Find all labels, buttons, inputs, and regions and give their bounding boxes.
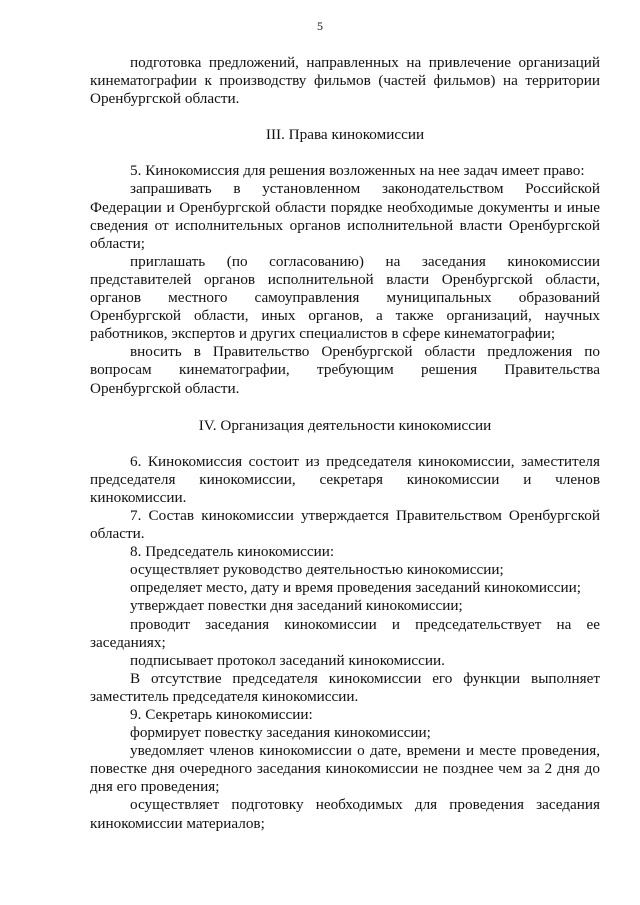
paragraph: определяет место, дату и время проведения заседаний кинокомиссии; xyxy=(130,579,582,597)
paragraph: 5. Кинокомиссия для решения возложенных на нее задач имеет право: xyxy=(130,162,585,180)
paragraph: подписывает протокол заседаний кинокомиссии. xyxy=(130,651,445,669)
paragraph: 7. Состав кинокомиссии утверждается Правительством Оренбургской области. xyxy=(90,506,600,543)
paragraph: проводит заседания кинокомиссии и председательствует на ее заседаниях; xyxy=(90,615,600,651)
page-number: 5 xyxy=(317,19,323,33)
paragraph: утверждает повестки дня заседаний кинокомиссии; xyxy=(130,597,463,615)
paragraph: В отсутствие председателя кинокомиссии его функции выполняет заместитель председателя кинокомиссии. xyxy=(90,669,600,705)
paragraph: 9. Секретарь кинокомиссии: xyxy=(130,706,313,723)
document-body xyxy=(90,54,600,833)
paragraph: формирует повестку заседания кинокомиссии; xyxy=(130,724,431,742)
paragraph: подготовка предложений, направленных на привлечение организаций кинематографии к производству фильмов (частей фильмов) на территории Оренбургской области. xyxy=(90,54,600,108)
paragraph: вносить в Правительство Оренбургской области предложения по вопросам кинематографии, требующим решения Правительства Оренбургской области. xyxy=(90,343,600,397)
paragraph: 6. Кинокомиссия состоит из председателя кинокомиссии, заместителя председателя кинокомиссии, секретаря кинокомиссии и членов кинокомиссии. xyxy=(90,452,600,506)
paragraph: осуществляет руководство деятельностью кинокомиссии; xyxy=(130,561,504,579)
paragraph: осуществляет подготовку необходимых для проведения заседания кинокомиссии материалов; xyxy=(90,796,600,832)
section-heading: IV. Организация деятельности кинокомиссии xyxy=(198,416,492,434)
paragraph: приглашать (по согласованию) на заседания кинокомиссии представителей органов исполнительной власти Оренбургской области, органов местного самоуправления муниципальных образований Оренбургской области, иных органов, а также организаций, научных работников, экспертов и других специалистов в сфере кинематографии; xyxy=(90,252,600,343)
paragraph: уведомляет членов кинокомиссии о дате, времени и месте проведения, повестке дня очередного заседания кинокомиссии не позднее чем за 2 дня до дня его проведения; xyxy=(90,742,600,796)
paragraph: 8. Председатель кинокомиссии: xyxy=(130,543,335,561)
paragraph: запрашивать в установленном законодательством Российской Федерации и Оренбургской области порядке необходимые документы и иные сведения от исполнительных органов исполнительной власти Оренбургской области; xyxy=(90,180,600,252)
section-heading: III. Права кинокомиссии xyxy=(265,126,425,144)
